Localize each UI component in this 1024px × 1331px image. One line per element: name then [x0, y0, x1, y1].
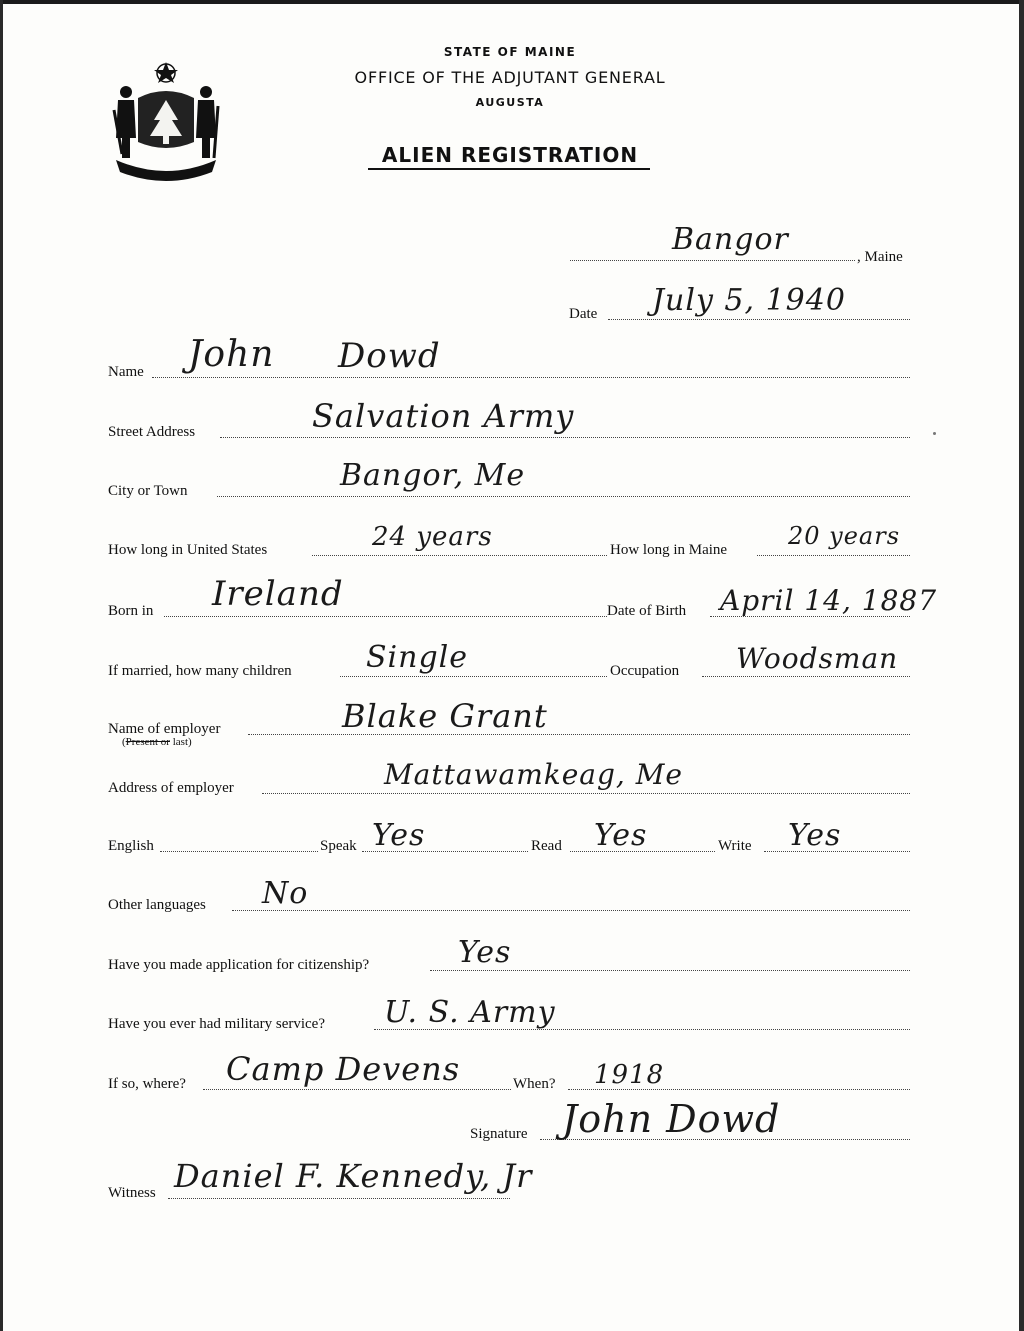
citizenship-label: Have you made application for citizenship? [108, 957, 370, 973]
where-label: If so, where? [108, 1076, 186, 1092]
place-line [570, 260, 855, 261]
speak-label: Speak [320, 838, 357, 854]
citizenship-value[interactable]: Yes [458, 935, 512, 970]
place-suffix: , Maine [857, 249, 903, 265]
dob-label: Date of Birth [607, 603, 687, 619]
employer-address-label: Address of employer [108, 780, 234, 796]
title-underline [368, 168, 650, 170]
employer-sublabel-struck: Present or [125, 736, 170, 748]
how-long-maine-label: How long in Maine [610, 542, 728, 558]
state-heading: STATE OF MAINE [443, 45, 577, 59]
dob-value[interactable]: April 14, 1887 [720, 584, 938, 617]
other-languages-label: Other languages [108, 897, 206, 913]
occupation-line [702, 676, 910, 677]
other-languages-value[interactable]: No [262, 876, 309, 911]
write-value[interactable]: Yes [788, 818, 842, 853]
born-in-label: Born in [108, 603, 154, 619]
how-long-maine-line [757, 555, 910, 556]
form-title: ALIEN REGISTRATION [381, 143, 639, 167]
witness-value[interactable]: Daniel F. Kennedy, Jr [174, 1157, 533, 1195]
military-label: Have you ever had military service? [108, 1016, 325, 1032]
name-first-value[interactable]: John [188, 334, 275, 375]
where-line [203, 1089, 511, 1090]
when-value[interactable]: 1918 [594, 1060, 665, 1090]
how-long-maine-value[interactable]: 20 years [788, 522, 901, 550]
city-label: City or Town [108, 483, 188, 499]
how-long-us-value[interactable]: 24 years [372, 522, 493, 552]
speak-value[interactable]: Yes [372, 818, 426, 853]
date-line [608, 319, 910, 320]
city-line [217, 496, 910, 497]
children-line [340, 676, 607, 677]
scan-border-right [1019, 0, 1024, 1331]
office-heading: OFFICE OF THE ADJUTANT GENERAL [354, 68, 666, 87]
scan-speck [933, 432, 936, 435]
signature-label: Signature [470, 1126, 528, 1142]
scan-border-top [0, 0, 1024, 4]
witness-line [168, 1198, 510, 1199]
when-label: When? [513, 1076, 556, 1092]
name-last-value[interactable]: Dowd [338, 336, 441, 376]
city-heading: AUGUSTA [475, 96, 545, 109]
employer-sublabel [122, 736, 192, 748]
born-in-line [164, 616, 607, 617]
where-value[interactable]: Camp Devens [226, 1050, 461, 1088]
born-in-value[interactable]: Ireland [212, 574, 344, 614]
employer-address-line [262, 793, 910, 794]
employer-sublabel-rest: last) [169, 736, 192, 748]
read-label: Read [531, 838, 562, 854]
children-value[interactable]: Single [366, 640, 469, 675]
street-label: Street Address [108, 424, 196, 440]
date-value[interactable]: July 5, 1940 [652, 283, 846, 318]
how-long-us-label: How long in United States [108, 542, 268, 558]
write-label: Write [718, 838, 752, 854]
street-line [220, 437, 910, 438]
occupation-label: Occupation [610, 663, 680, 679]
children-label: If married, how many children [108, 663, 292, 679]
english-label: English [108, 838, 154, 854]
witness-label: Witness [108, 1185, 156, 1201]
signature-value[interactable]: John Dowd [562, 1097, 781, 1141]
citizenship-line [430, 970, 910, 971]
maine-state-seal-icon [108, 58, 224, 182]
employer-label: Name of employer [108, 721, 221, 737]
city-value[interactable]: Bangor, Me [340, 458, 526, 493]
street-value[interactable]: Salvation Army [312, 397, 575, 435]
employer-address-value[interactable]: Mattawamkeag, Me [384, 758, 683, 791]
employer-value[interactable]: Blake Grant [342, 697, 548, 735]
name-line [152, 377, 910, 378]
other-languages-line [232, 910, 910, 911]
how-long-us-line [312, 555, 607, 556]
date-label: Date [569, 306, 598, 322]
english-line [160, 851, 318, 852]
read-value[interactable]: Yes [594, 818, 648, 853]
military-value[interactable]: U. S. Army [384, 995, 556, 1030]
employer-sublabel-open: ( [122, 736, 126, 748]
scan-border-left [0, 0, 3, 1331]
name-label: Name [108, 364, 144, 380]
place-value[interactable]: Bangor [672, 222, 789, 257]
occupation-value[interactable]: Woodsman [736, 642, 899, 675]
